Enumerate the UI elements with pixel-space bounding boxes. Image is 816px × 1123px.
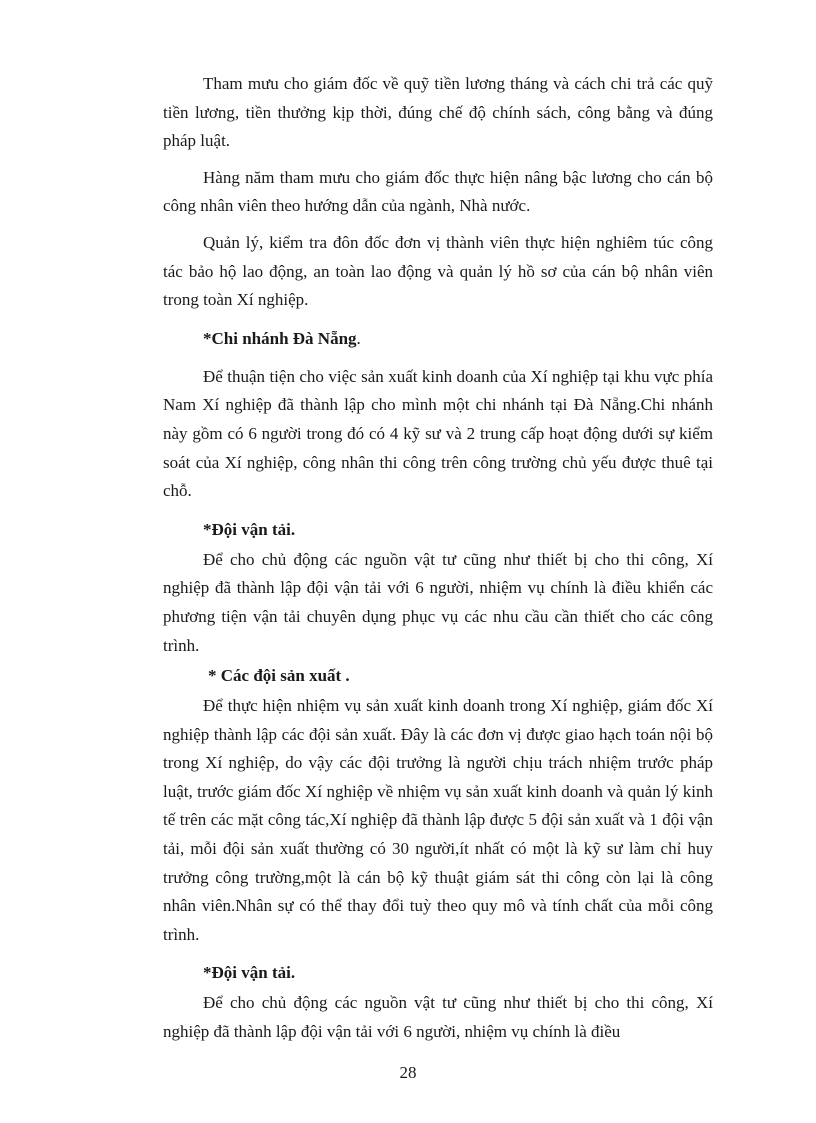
heading-production-teams: * Các đội sản xuất . [208,666,350,686]
paragraph-transport-team: Để cho chủ động các nguồn vật tư cũng như thiết bị cho thi công, Xí nghiệp đã thành lập đội vận tải với 6 người, nhiệm vụ chính là điều khiển các phương tiện vận tải chuyên dụng phục vụ các nhu cầu cần thiết cho các công trình. [163,549,713,655]
heading-transport-team: *Đội vận tải. [203,519,296,539]
paragraph-salary-raise: Hàng năm tham mưu cho giám đốc thực hiện nâng bậc lương cho cán bộ công nhân viên theo hướng dẫn của ngành, Nhà nước. [163,167,713,216]
paragraph-transport-team-repeat: Để cho chủ động các nguồn vật tư cũng như thiết bị cho thi công, Xí nghiệp đã thành lập đội vận tải với 6 người, nhiệm vụ chính là điều [163,993,713,1042]
text-column [163,70,713,1047]
paragraph-production-teams: Để thực hiện nhiệm vụ sản xuất kinh doanh trong Xí nghiệp, giám đốc Xí nghiệp thành lập các đội sản xuất. Đây là các đơn vị được giao hạch toán nội bộ trong Xí nghiệp, do vậy các đội trưởng là người chịu trách nhiệm trước pháp luật, trước giám đốc Xí nghiệp về nhiệm vụ sản xuất kinh doanh và quản lý kinh tế trên các mặt công tác,Xí nghiệp đã thành lập được 5 đội sản xuất và 1 đội vận tải, mỗi đội sản xuất thường có 30 người,ít nhất có một là kỹ sư làm chỉ huy trưởng công trường,một là cán bộ kỹ thuật giám sát thi công còn lại là công nhân viên.Nhân sự có thể thay đổi tuỳ theo quy mô và tính chất của mỗi công trình. [163,696,713,944]
heading-danang-branch-text: *Chi nhánh Đà Nẵng [203,328,357,348]
heading-transport-team-repeat: *Đội vận tải. [203,963,296,983]
paragraph-labor-protection: Quản lý, kiểm tra đôn đốc đơn vị thành viên thực hiện nghiêm túc công tác bảo hộ lao động, an toàn lao động và quản lý hồ sơ của cán bộ nhân viên trong toàn Xí nghiệp. [163,232,713,310]
paragraph-danang-branch: Để thuận tiện cho việc sản xuất kinh doanh của Xí nghiệp tại khu vực phía Nam Xí nghiệp đã thành lập cho mình một chi nhánh tại Đà Nẵng.Chi nhánh này gồm có 6 người trong đó có 4 kỹ sư và 2 trung cấp hoạt động dưới sự kiểm soát của Xí nghiệp, công nhân thi công trên công trường chủ yếu được thuê tại chỗ. [163,366,713,501]
heading-danang-branch [163,325,713,353]
paragraph-salary-fund: Tham mưu cho giám đốc về quỹ tiền lương tháng và cách chi trả các quỹ tiền lương, tiền thưởng kịp thời, đúng chế độ chính sách, công bằng và đúng pháp luật. [163,74,713,151]
heading-danang-branch-tail: . [356,328,361,348]
page-number: 28 [399,1063,417,1082]
